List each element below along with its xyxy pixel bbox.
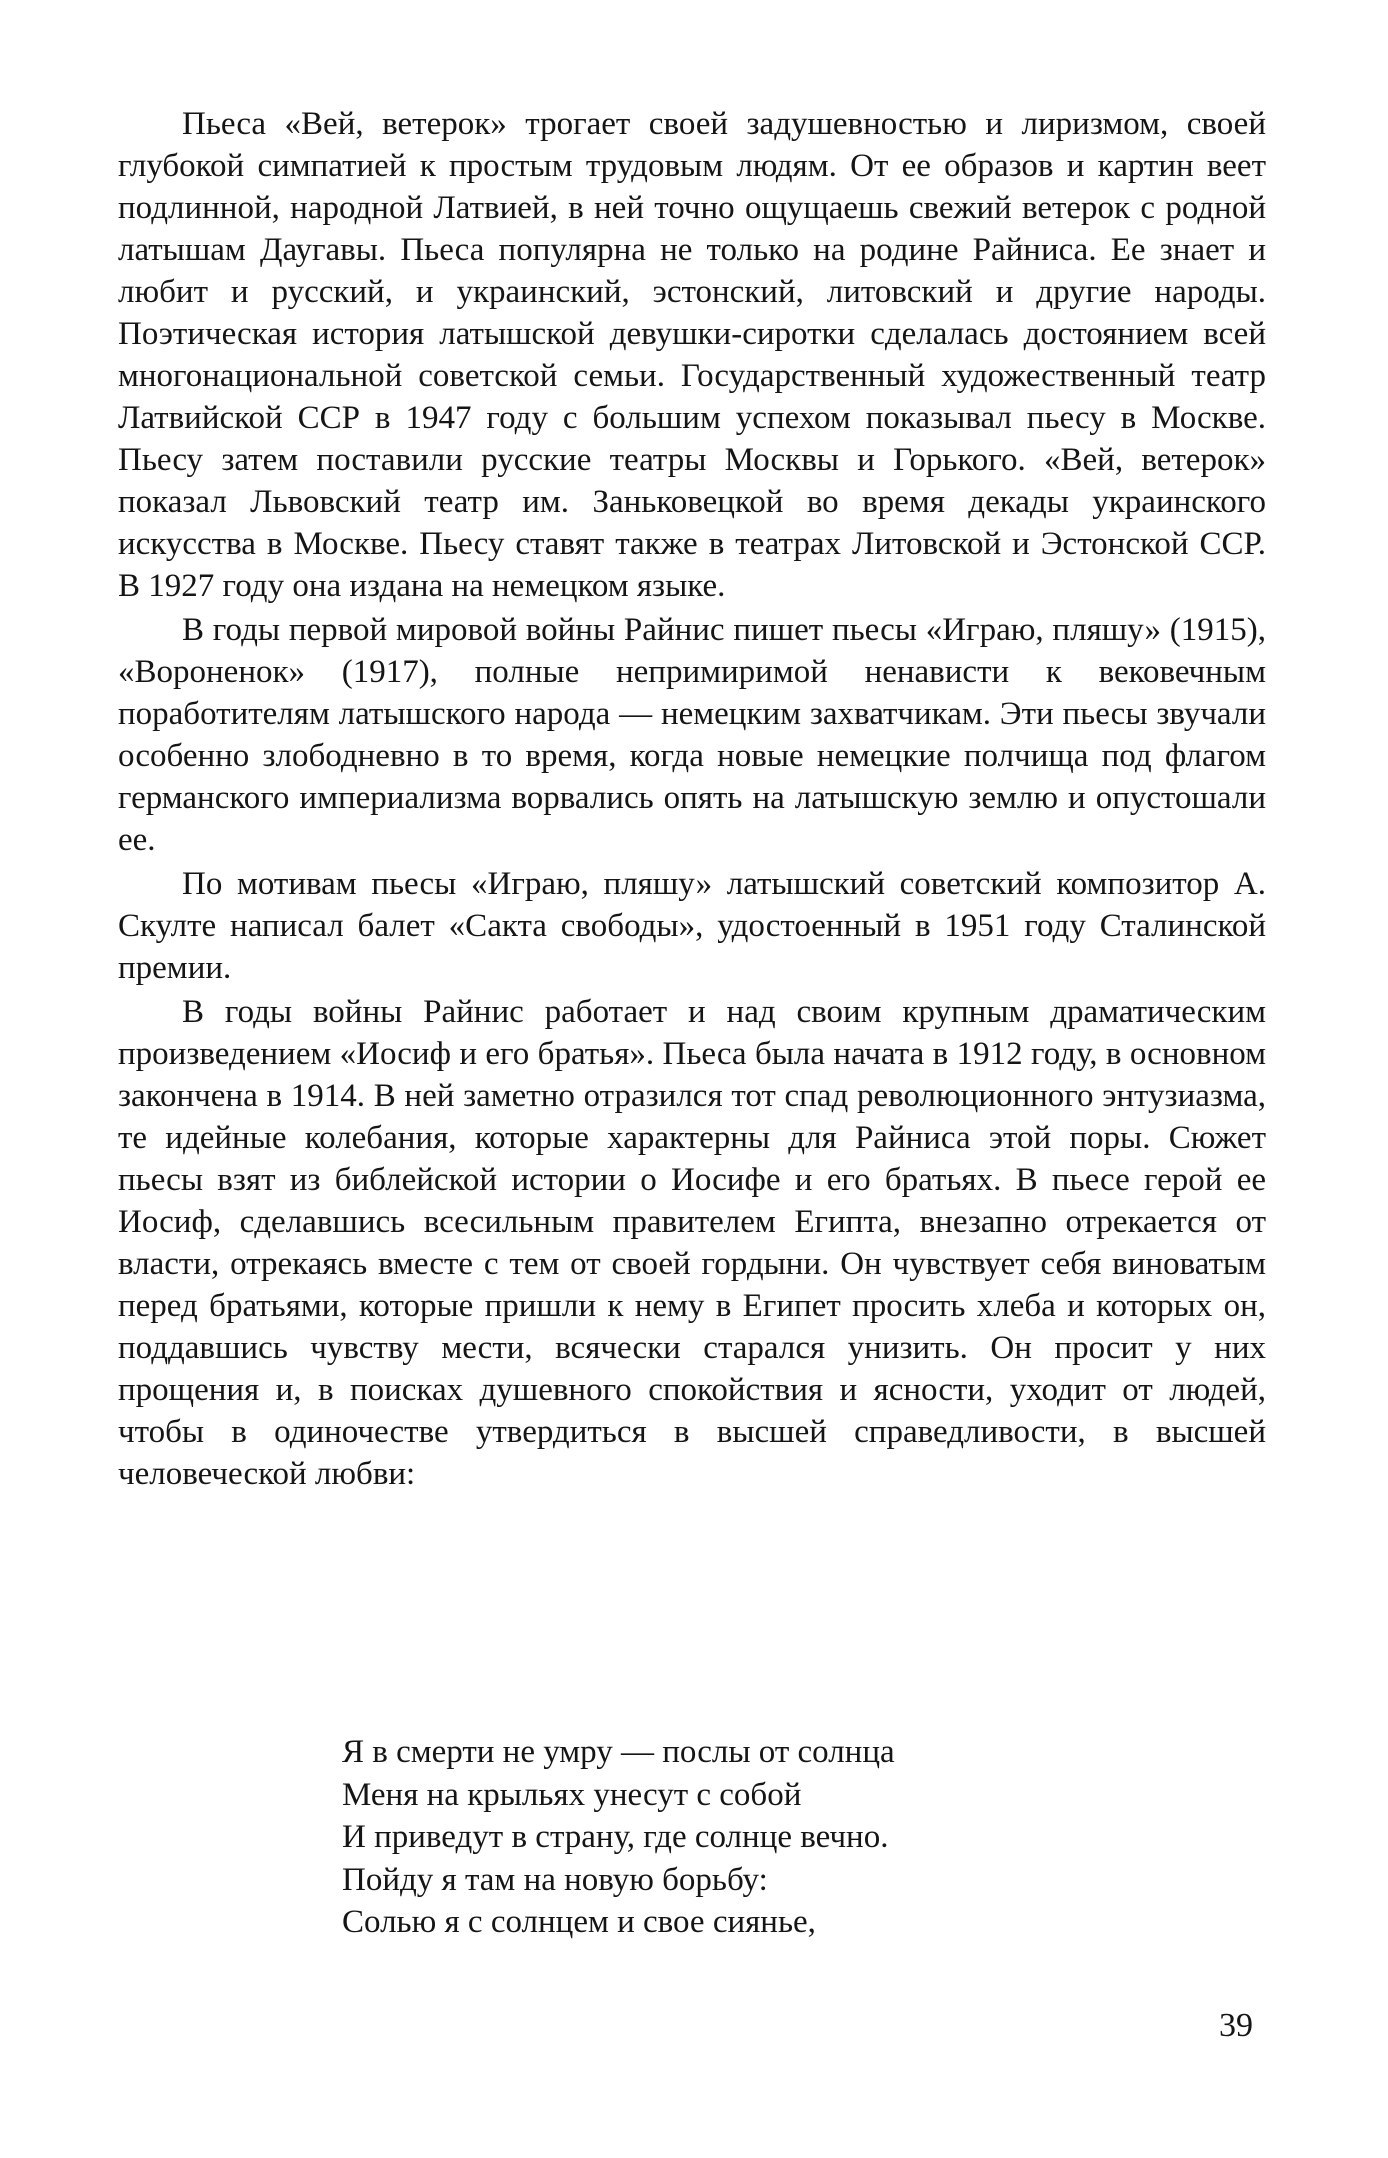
verse-line: Я в смерти не умру — послы от солнца <box>342 1734 895 1770</box>
paragraph-ballet: По мотивам пьесы «Играю, пляшу» латышский советский композитор А. Скулте написал балет «Сакта свободы», удостоенный в 1951 году Сталинской премии. <box>118 866 1266 986</box>
paragraph-joseph-brothers: В годы войны Райнис работает и над своим крупным драматическим произведением «Иосиф и его братья». Пьеса была начата в 1912 году, в основном закончена в 1914. В ней заметно отразился тот спад революционного энтузиазма, те идейные колебания, которые характерны для Райниса этой поры. Сюжет пьесы взят из библейской истории о Иосифе и его братьях. В пьесе герой ее Иосиф, сделавшись всесильным правителем Египта, внезапно отрекается от власти, отрекаясь вместе с тем от своей гордыни. Он чувствует себя виноватым перед братьями, которые пришли к нему в Египет просить хлеба и которых он, поддавшись чувству мести, всячески старался унизить. Он просит у них прощения и, в поисках душевного спокойствия и ясности, уходит от людей, чтобы в одиночестве утвердиться в высшей справедливости, в высшей человеческой любви: <box>118 994 1266 1492</box>
paragraph-war-plays: В годы первой мировой войны Райнис пишет пьесы «Играю, пляшу» (1915), «Вороненок» (1917), полные непримиримой ненависти к вековечным поработителям латышского народа — немецким захватчикам. Эти пьесы звучали особенно злободневно в то время, когда новые немецкие полчища под флагом германского империализма ворвались опять на латышскую землю и опустошали ее. <box>118 612 1266 858</box>
verse-line: Меня на крыльях унесут с собой <box>342 1776 802 1813</box>
paragraph-play-wind-breeze: Пьеса «Вей, ветерок» трогает своей задушевностью и лиризмом, своей глубокой симпатией к простым трудовым людям. От ее образов и картин веет подлинной, народной Латвией, в ней точно ощущаешь свежий ветерок с родной латышам Даугавы. Пьеса популярна не только на родине Райниса. Ее знает и любит и русский, и украинский, эстонский, литовский и другие народы. Поэтическая история латышской девушки-сиротки сделалась достоянием всей многонациональной советской семьи. Государственный художественный театр Латвийской ССР в 1947 году с большим успехом показывал пьесу в Москве. Пьесу затем поставили русские театры Москвы и Горького. «Вей, ветерок» показал Львовский театр им. Заньковецкой во время декады украинского искусства в Москве. Пьесу ставят также в театрах Литовской и Эстонской ССР. В 1927 году она издана на немецком языке. <box>118 106 1266 604</box>
page-number: 39 <box>1219 2007 1253 2044</box>
body-text <box>118 103 1266 1497</box>
verse-line: Пойду я там на новую борьбу: <box>342 1861 768 1898</box>
verse-line: И приведут в страну, где солнце вечно. <box>342 1819 889 1855</box>
verse-line: Солью я с солнцем и свое сиянье, <box>342 1904 816 1940</box>
verse-quote <box>342 1731 895 1944</box>
